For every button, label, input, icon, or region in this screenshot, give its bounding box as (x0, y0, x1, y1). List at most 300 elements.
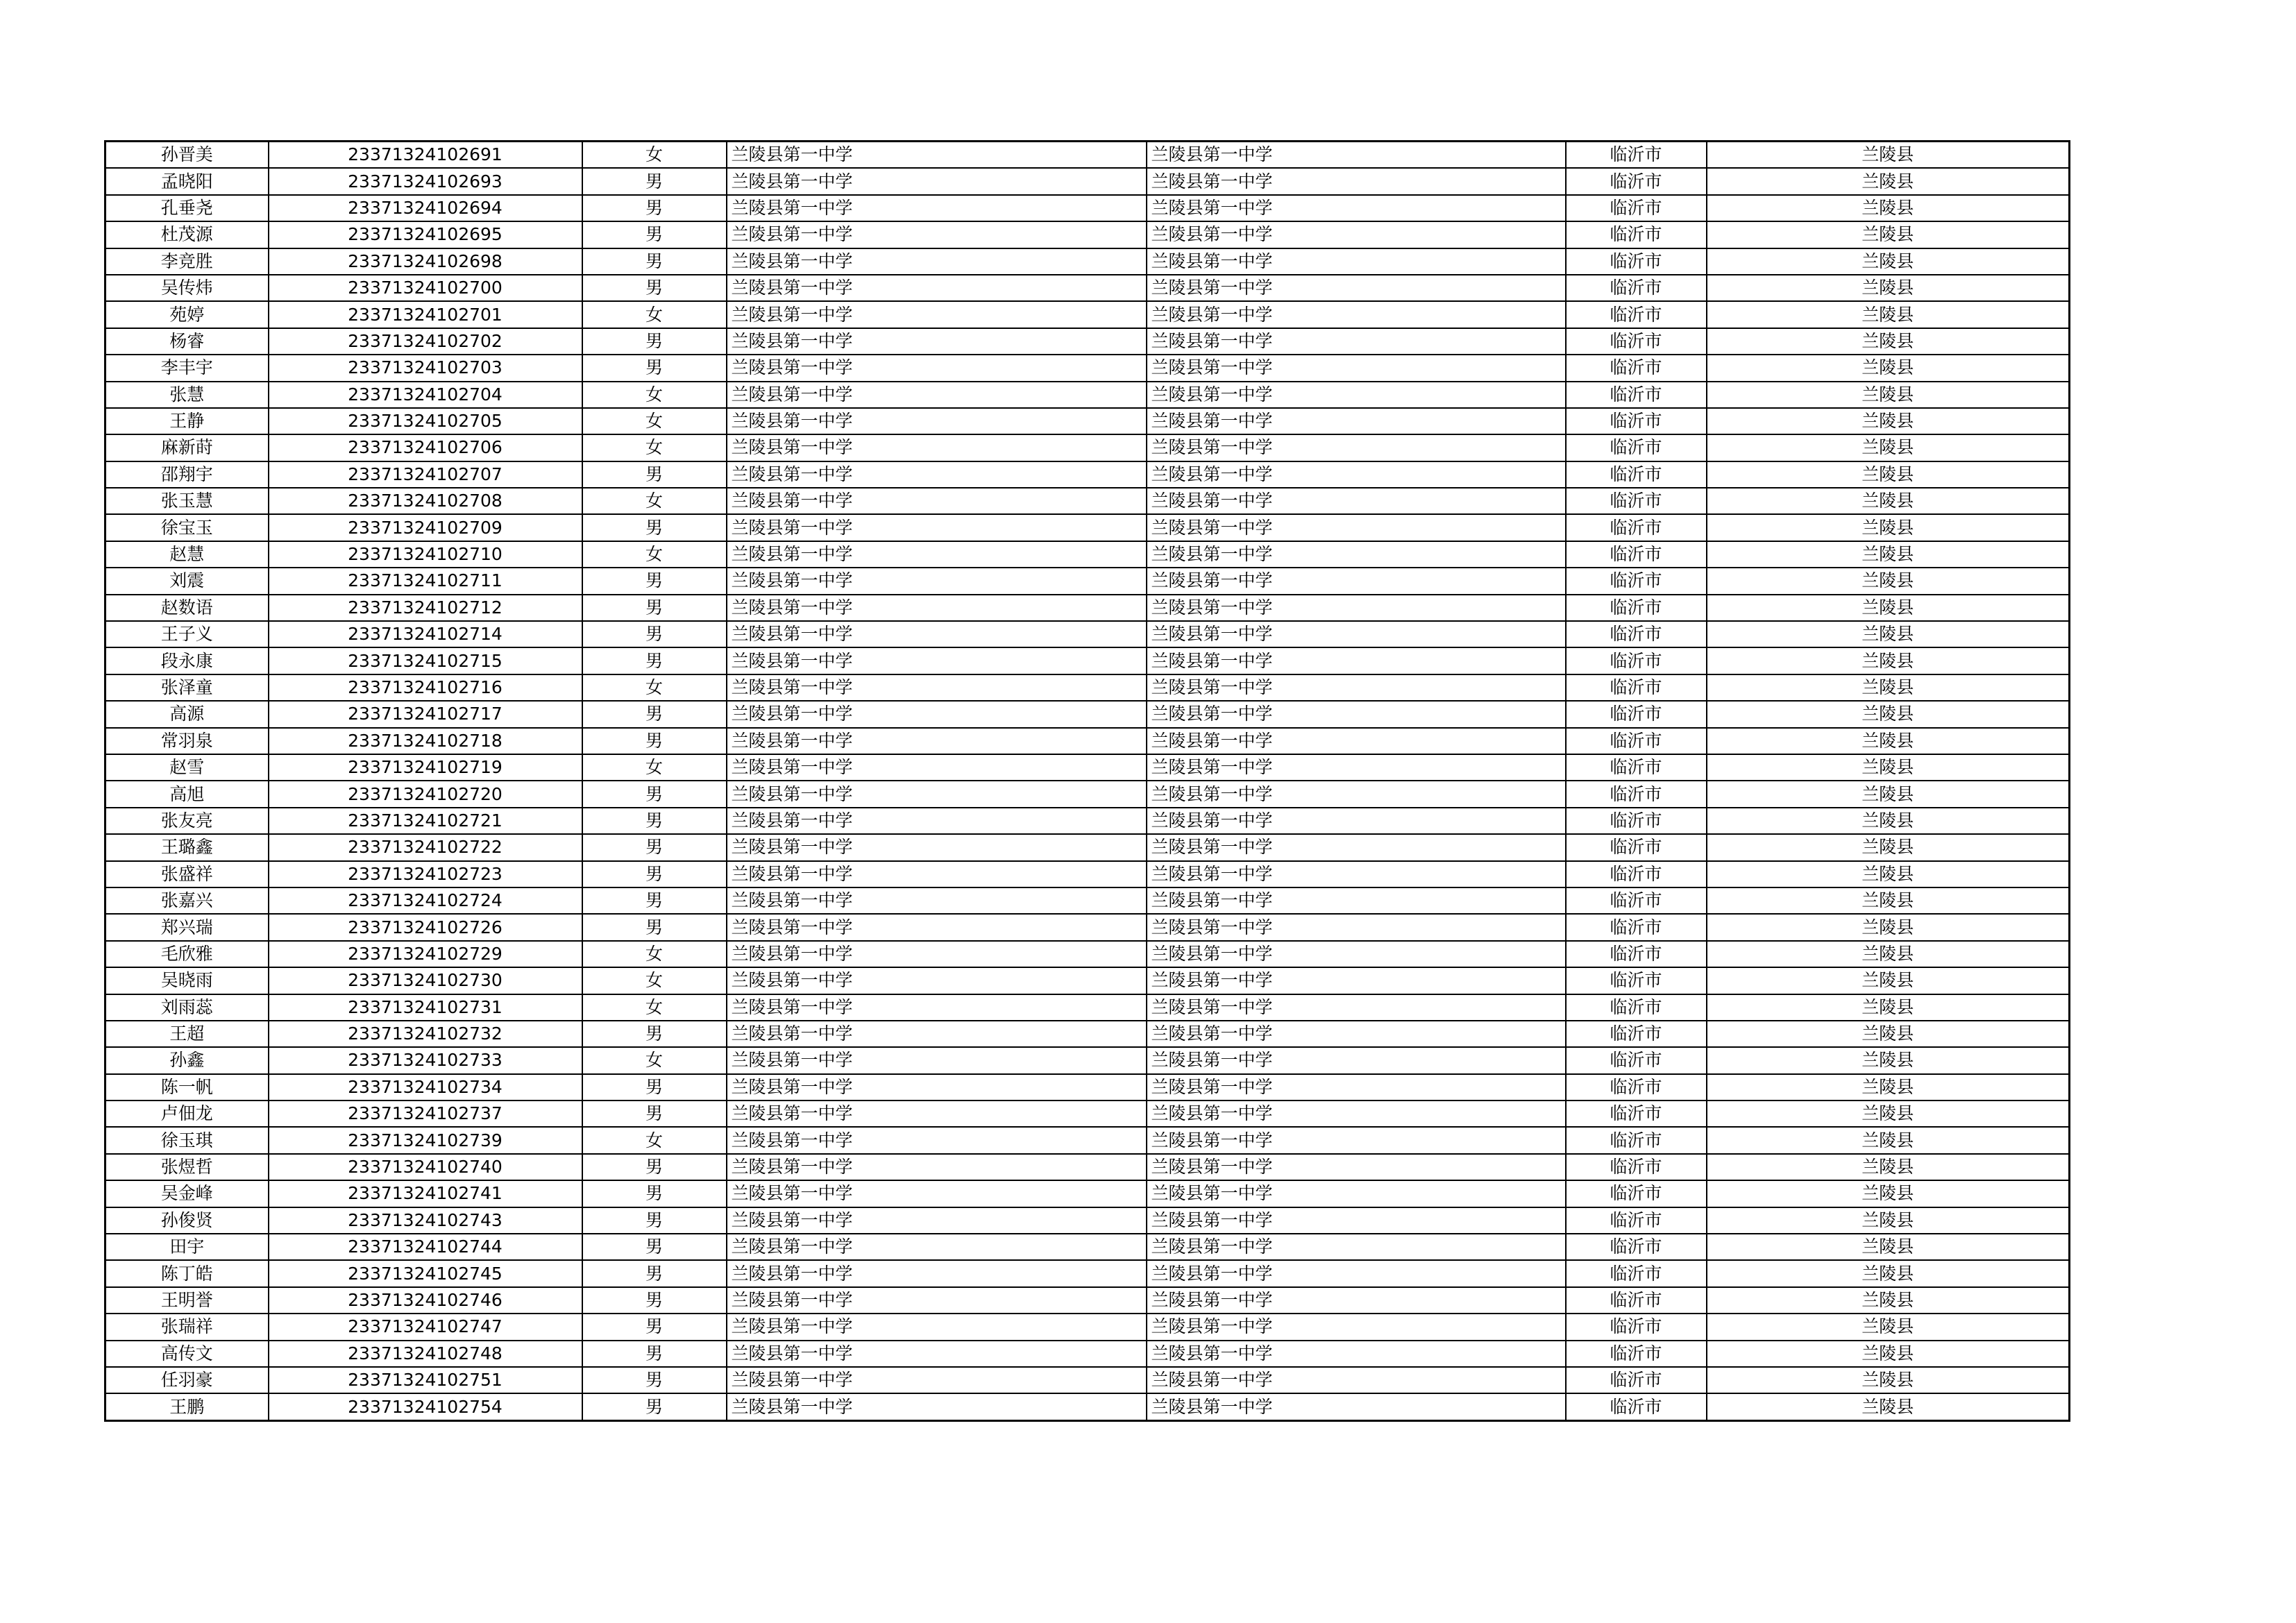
school-cell: 兰陵县第一中学 (727, 701, 1147, 727)
table-row (105, 328, 2070, 355)
table-row (105, 728, 2070, 754)
school-cell: 兰陵县第一中学 (727, 781, 1147, 807)
school-cell: 兰陵县第一中学 (727, 1393, 1147, 1420)
exam-id-cell: 23371324102710 (269, 541, 582, 568)
city-cell: 临沂市 (1566, 301, 1707, 328)
school-cell: 兰陵县第一中学 (727, 1341, 1147, 1367)
school-cell: 兰陵县第一中学 (727, 408, 1147, 434)
school-cell: 兰陵县第一中学 (727, 301, 1147, 328)
exam-id-cell: 23371324102748 (269, 1341, 582, 1367)
student-name-cell: 孙晋美 (105, 142, 269, 169)
school-cell: 兰陵县第一中学 (727, 1287, 1147, 1314)
school-cell: 兰陵县第一中学 (727, 461, 1147, 488)
table-row (105, 1074, 2070, 1101)
gender-cell: 男 (582, 1074, 727, 1101)
table-row (105, 1207, 2070, 1234)
county-cell: 兰陵县 (1707, 967, 2070, 994)
city-cell: 临沂市 (1566, 647, 1707, 674)
gender-cell: 男 (582, 701, 727, 727)
school-cell: 兰陵县第一中学 (727, 1127, 1147, 1153)
county-cell: 兰陵县 (1707, 1021, 2070, 1047)
student-name-cell: 张盛祥 (105, 861, 269, 887)
county-cell: 兰陵县 (1707, 674, 2070, 701)
school-cell: 兰陵县第一中学 (727, 488, 1147, 514)
student-name-cell: 张嘉兴 (105, 887, 269, 914)
city-cell: 临沂市 (1566, 195, 1707, 221)
student-name-cell: 刘震 (105, 568, 269, 594)
school-cell: 兰陵县第一中学 (727, 595, 1147, 621)
table-row (105, 514, 2070, 541)
exam-id-cell: 23371324102706 (269, 434, 582, 461)
table-row (105, 1314, 2070, 1340)
city-cell: 临沂市 (1566, 1180, 1707, 1207)
city-cell: 临沂市 (1566, 621, 1707, 647)
county-cell: 兰陵县 (1707, 754, 2070, 781)
student-name-cell: 苑婷 (105, 301, 269, 328)
gender-cell: 男 (582, 1101, 727, 1127)
student-name-cell: 吴传炜 (105, 275, 269, 301)
city-cell: 临沂市 (1566, 248, 1707, 275)
registered-school-cell: 兰陵县第一中学 (1147, 808, 1566, 834)
county-cell: 兰陵县 (1707, 221, 2070, 248)
school-cell: 兰陵县第一中学 (727, 1101, 1147, 1127)
city-cell: 临沂市 (1566, 461, 1707, 488)
registered-school-cell: 兰陵县第一中学 (1147, 1314, 1566, 1340)
city-cell: 临沂市 (1566, 142, 1707, 169)
school-cell: 兰陵县第一中学 (727, 1180, 1147, 1207)
registered-school-cell: 兰陵县第一中学 (1147, 914, 1566, 940)
gender-cell: 男 (582, 1367, 727, 1393)
county-cell: 兰陵县 (1707, 914, 2070, 940)
gender-cell: 男 (582, 461, 727, 488)
city-cell: 临沂市 (1566, 434, 1707, 461)
gender-cell: 男 (582, 355, 727, 381)
county-cell: 兰陵县 (1707, 541, 2070, 568)
exam-id-cell: 23371324102698 (269, 248, 582, 275)
table-row (105, 461, 2070, 488)
county-cell: 兰陵县 (1707, 941, 2070, 967)
registered-school-cell: 兰陵县第一中学 (1147, 434, 1566, 461)
student-name-cell: 常羽泉 (105, 728, 269, 754)
exam-id-cell: 23371324102746 (269, 1287, 582, 1314)
city-cell: 临沂市 (1566, 1127, 1707, 1153)
registered-school-cell: 兰陵县第一中学 (1147, 1207, 1566, 1234)
exam-id-cell: 23371324102703 (269, 355, 582, 381)
city-cell: 临沂市 (1566, 1047, 1707, 1073)
exam-id-cell: 23371324102691 (269, 142, 582, 169)
gender-cell: 男 (582, 861, 727, 887)
registered-school-cell: 兰陵县第一中学 (1147, 142, 1566, 169)
school-cell: 兰陵县第一中学 (727, 808, 1147, 834)
school-cell: 兰陵县第一中学 (727, 221, 1147, 248)
city-cell: 临沂市 (1566, 1314, 1707, 1340)
exam-id-cell: 23371324102695 (269, 221, 582, 248)
city-cell: 临沂市 (1566, 1207, 1707, 1234)
table-row (105, 861, 2070, 887)
city-cell: 临沂市 (1566, 967, 1707, 994)
table-row (105, 195, 2070, 221)
city-cell: 临沂市 (1566, 674, 1707, 701)
registered-school-cell: 兰陵县第一中学 (1147, 621, 1566, 647)
exam-id-cell: 23371324102708 (269, 488, 582, 514)
city-cell: 临沂市 (1566, 355, 1707, 381)
gender-cell: 女 (582, 541, 727, 568)
student-name-cell: 陈丁皓 (105, 1260, 269, 1286)
student-name-cell: 徐宝玉 (105, 514, 269, 541)
county-cell: 兰陵县 (1707, 355, 2070, 381)
student-name-cell: 吴金峰 (105, 1180, 269, 1207)
gender-cell: 女 (582, 941, 727, 967)
county-cell: 兰陵县 (1707, 1207, 2070, 1234)
gender-cell: 男 (582, 647, 727, 674)
county-cell: 兰陵县 (1707, 301, 2070, 328)
table-row (105, 1287, 2070, 1314)
registered-school-cell: 兰陵县第一中学 (1147, 408, 1566, 434)
city-cell: 临沂市 (1566, 1234, 1707, 1260)
gender-cell: 男 (582, 168, 727, 194)
table-row (105, 408, 2070, 434)
registered-school-cell: 兰陵县第一中学 (1147, 1180, 1566, 1207)
student-name-cell: 赵数语 (105, 595, 269, 621)
table-row (105, 434, 2070, 461)
registered-school-cell: 兰陵县第一中学 (1147, 514, 1566, 541)
table-row (105, 1154, 2070, 1180)
county-cell: 兰陵县 (1707, 728, 2070, 754)
table-row (105, 1127, 2070, 1153)
gender-cell: 男 (582, 248, 727, 275)
city-cell: 临沂市 (1566, 728, 1707, 754)
student-name-cell: 吴晓雨 (105, 967, 269, 994)
county-cell: 兰陵县 (1707, 994, 2070, 1021)
registered-school-cell: 兰陵县第一中学 (1147, 328, 1566, 355)
registered-school-cell: 兰陵县第一中学 (1147, 541, 1566, 568)
school-cell: 兰陵县第一中学 (727, 941, 1147, 967)
student-name-cell: 任羽豪 (105, 1367, 269, 1393)
gender-cell: 女 (582, 1047, 727, 1073)
table-row (105, 967, 2070, 994)
city-cell: 临沂市 (1566, 514, 1707, 541)
registered-school-cell: 兰陵县第一中学 (1147, 221, 1566, 248)
table-row (105, 1367, 2070, 1393)
gender-cell: 女 (582, 1127, 727, 1153)
student-name-cell: 段永康 (105, 647, 269, 674)
exam-id-cell: 23371324102717 (269, 701, 582, 727)
exam-id-cell: 23371324102741 (269, 1180, 582, 1207)
student-name-cell: 郑兴瑞 (105, 914, 269, 940)
city-cell: 临沂市 (1566, 275, 1707, 301)
table-row (105, 168, 2070, 194)
registered-school-cell: 兰陵县第一中学 (1147, 461, 1566, 488)
exam-id-cell: 23371324102732 (269, 1021, 582, 1047)
table-row (105, 1341, 2070, 1367)
county-cell: 兰陵县 (1707, 1154, 2070, 1180)
city-cell: 临沂市 (1566, 221, 1707, 248)
city-cell: 临沂市 (1566, 754, 1707, 781)
gender-cell: 男 (582, 275, 727, 301)
school-cell: 兰陵县第一中学 (727, 887, 1147, 914)
school-cell: 兰陵县第一中学 (727, 621, 1147, 647)
city-cell: 临沂市 (1566, 781, 1707, 807)
registered-school-cell: 兰陵县第一中学 (1147, 781, 1566, 807)
student-name-cell: 赵雪 (105, 754, 269, 781)
city-cell: 临沂市 (1566, 1341, 1707, 1367)
gender-cell: 女 (582, 408, 727, 434)
gender-cell: 男 (582, 1180, 727, 1207)
table-row (105, 595, 2070, 621)
county-cell: 兰陵县 (1707, 1234, 2070, 1260)
table-row (105, 834, 2070, 860)
registered-school-cell: 兰陵县第一中学 (1147, 701, 1566, 727)
county-cell: 兰陵县 (1707, 1393, 2070, 1420)
table-row (105, 568, 2070, 594)
registered-school-cell: 兰陵县第一中学 (1147, 168, 1566, 194)
registered-school-cell: 兰陵县第一中学 (1147, 355, 1566, 381)
school-cell: 兰陵县第一中学 (727, 514, 1147, 541)
registered-school-cell: 兰陵县第一中学 (1147, 728, 1566, 754)
table-row (105, 701, 2070, 727)
school-cell: 兰陵县第一中学 (727, 195, 1147, 221)
county-cell: 兰陵县 (1707, 808, 2070, 834)
table-row (105, 142, 2070, 169)
county-cell: 兰陵县 (1707, 248, 2070, 275)
exam-id-cell: 23371324102711 (269, 568, 582, 594)
student-name-cell: 张瑞祥 (105, 1314, 269, 1340)
school-cell: 兰陵县第一中学 (727, 541, 1147, 568)
student-name-cell: 高旭 (105, 781, 269, 807)
city-cell: 临沂市 (1566, 887, 1707, 914)
registered-school-cell: 兰陵县第一中学 (1147, 301, 1566, 328)
county-cell: 兰陵县 (1707, 781, 2070, 807)
school-cell: 兰陵县第一中学 (727, 754, 1147, 781)
county-cell: 兰陵县 (1707, 701, 2070, 727)
exam-id-cell: 23371324102737 (269, 1101, 582, 1127)
county-cell: 兰陵县 (1707, 168, 2070, 194)
county-cell: 兰陵县 (1707, 142, 2070, 169)
county-cell: 兰陵县 (1707, 1260, 2070, 1286)
exam-id-cell: 23371324102719 (269, 754, 582, 781)
school-cell: 兰陵县第一中学 (727, 568, 1147, 594)
registered-school-cell: 兰陵县第一中学 (1147, 488, 1566, 514)
table-row (105, 382, 2070, 408)
city-cell: 临沂市 (1566, 1154, 1707, 1180)
student-name-cell: 孙鑫 (105, 1047, 269, 1073)
student-name-cell: 杨睿 (105, 328, 269, 355)
student-name-cell: 王鹏 (105, 1393, 269, 1420)
table-row (105, 1260, 2070, 1286)
registered-school-cell: 兰陵县第一中学 (1147, 248, 1566, 275)
school-cell: 兰陵县第一中学 (727, 861, 1147, 887)
student-name-cell: 杜茂源 (105, 221, 269, 248)
gender-cell: 男 (582, 887, 727, 914)
exam-id-cell: 23371324102745 (269, 1260, 582, 1286)
exam-id-cell: 23371324102701 (269, 301, 582, 328)
school-cell: 兰陵县第一中学 (727, 1154, 1147, 1180)
exam-id-cell: 23371324102707 (269, 461, 582, 488)
gender-cell: 男 (582, 1314, 727, 1340)
school-cell: 兰陵县第一中学 (727, 1047, 1147, 1073)
school-cell: 兰陵县第一中学 (727, 1367, 1147, 1393)
exam-id-cell: 23371324102739 (269, 1127, 582, 1153)
table-row (105, 275, 2070, 301)
school-cell: 兰陵县第一中学 (727, 1074, 1147, 1101)
student-name-cell: 孔垂尧 (105, 195, 269, 221)
county-cell: 兰陵县 (1707, 1287, 2070, 1314)
table-row (105, 1021, 2070, 1047)
county-cell: 兰陵县 (1707, 382, 2070, 408)
city-cell: 临沂市 (1566, 1074, 1707, 1101)
exam-id-cell: 23371324102724 (269, 887, 582, 914)
city-cell: 临沂市 (1566, 541, 1707, 568)
student-name-cell: 高传文 (105, 1341, 269, 1367)
exam-id-cell: 23371324102747 (269, 1314, 582, 1340)
registered-school-cell: 兰陵县第一中学 (1147, 1393, 1566, 1420)
city-cell: 临沂市 (1566, 168, 1707, 194)
student-name-cell: 王静 (105, 408, 269, 434)
county-cell: 兰陵县 (1707, 514, 2070, 541)
exam-id-cell: 23371324102700 (269, 275, 582, 301)
county-cell: 兰陵县 (1707, 568, 2070, 594)
exam-id-cell: 23371324102709 (269, 514, 582, 541)
registered-school-cell: 兰陵县第一中学 (1147, 568, 1566, 594)
exam-id-cell: 23371324102733 (269, 1047, 582, 1073)
gender-cell: 男 (582, 514, 727, 541)
school-cell: 兰陵县第一中学 (727, 1234, 1147, 1260)
student-name-cell: 田宇 (105, 1234, 269, 1260)
school-cell: 兰陵县第一中学 (727, 967, 1147, 994)
registered-school-cell: 兰陵县第一中学 (1147, 861, 1566, 887)
exam-id-cell: 23371324102744 (269, 1234, 582, 1260)
exam-id-cell: 23371324102716 (269, 674, 582, 701)
gender-cell: 男 (582, 1287, 727, 1314)
school-cell: 兰陵县第一中学 (727, 674, 1147, 701)
table-row (105, 674, 2070, 701)
exam-id-cell: 23371324102721 (269, 808, 582, 834)
table-row (105, 808, 2070, 834)
table-row (105, 301, 2070, 328)
table-row (105, 941, 2070, 967)
student-name-cell: 徐玉琪 (105, 1127, 269, 1153)
student-name-cell: 王璐鑫 (105, 834, 269, 860)
county-cell: 兰陵县 (1707, 1127, 2070, 1153)
exam-id-cell: 23371324102705 (269, 408, 582, 434)
city-cell: 临沂市 (1566, 941, 1707, 967)
gender-cell: 女 (582, 488, 727, 514)
registered-school-cell: 兰陵县第一中学 (1147, 1074, 1566, 1101)
city-cell: 临沂市 (1566, 701, 1707, 727)
registered-school-cell: 兰陵县第一中学 (1147, 1127, 1566, 1153)
table-row (105, 621, 2070, 647)
student-name-cell: 王子义 (105, 621, 269, 647)
student-name-cell: 卢佃龙 (105, 1101, 269, 1127)
exam-id-cell: 23371324102723 (269, 861, 582, 887)
county-cell: 兰陵县 (1707, 647, 2070, 674)
registered-school-cell: 兰陵县第一中学 (1147, 1260, 1566, 1286)
exam-id-cell: 23371324102712 (269, 595, 582, 621)
student-name-cell: 张玉慧 (105, 488, 269, 514)
table-row (105, 1180, 2070, 1207)
student-name-cell: 孙俊贤 (105, 1207, 269, 1234)
county-cell: 兰陵县 (1707, 275, 2070, 301)
city-cell: 临沂市 (1566, 595, 1707, 621)
exam-id-cell: 23371324102726 (269, 914, 582, 940)
exam-id-cell: 23371324102754 (269, 1393, 582, 1420)
student-name-cell: 张泽童 (105, 674, 269, 701)
student-name-cell: 张友亮 (105, 808, 269, 834)
registered-school-cell: 兰陵县第一中学 (1147, 1341, 1566, 1367)
registered-school-cell: 兰陵县第一中学 (1147, 834, 1566, 860)
table-row (105, 488, 2070, 514)
student-name-cell: 张煜哲 (105, 1154, 269, 1180)
county-cell: 兰陵县 (1707, 1074, 2070, 1101)
county-cell: 兰陵县 (1707, 1341, 2070, 1367)
city-cell: 临沂市 (1566, 488, 1707, 514)
registered-school-cell: 兰陵县第一中学 (1147, 1287, 1566, 1314)
exam-id-cell: 23371324102731 (269, 994, 582, 1021)
gender-cell: 男 (582, 1341, 727, 1367)
gender-cell: 女 (582, 994, 727, 1021)
registered-school-cell: 兰陵县第一中学 (1147, 275, 1566, 301)
registered-school-cell: 兰陵县第一中学 (1147, 1234, 1566, 1260)
county-cell: 兰陵县 (1707, 621, 2070, 647)
gender-cell: 女 (582, 754, 727, 781)
gender-cell: 男 (582, 595, 727, 621)
school-cell: 兰陵县第一中学 (727, 914, 1147, 940)
exam-id-cell: 23371324102694 (269, 195, 582, 221)
gender-cell: 男 (582, 1393, 727, 1420)
city-cell: 临沂市 (1566, 1367, 1707, 1393)
gender-cell: 女 (582, 967, 727, 994)
county-cell: 兰陵县 (1707, 461, 2070, 488)
county-cell: 兰陵县 (1707, 1101, 2070, 1127)
table-row (105, 541, 2070, 568)
student-name-cell: 陈一帆 (105, 1074, 269, 1101)
exam-id-cell: 23371324102734 (269, 1074, 582, 1101)
student-name-cell: 孟晓阳 (105, 168, 269, 194)
registered-school-cell: 兰陵县第一中学 (1147, 1154, 1566, 1180)
exam-id-cell: 23371324102740 (269, 1154, 582, 1180)
table-row (105, 355, 2070, 381)
city-cell: 临沂市 (1566, 568, 1707, 594)
city-cell: 临沂市 (1566, 1393, 1707, 1420)
city-cell: 临沂市 (1566, 382, 1707, 408)
gender-cell: 男 (582, 1260, 727, 1286)
county-cell: 兰陵县 (1707, 861, 2070, 887)
student-name-cell: 高源 (105, 701, 269, 727)
registered-school-cell: 兰陵县第一中学 (1147, 967, 1566, 994)
school-cell: 兰陵县第一中学 (727, 355, 1147, 381)
exam-id-cell: 23371324102702 (269, 328, 582, 355)
gender-cell: 男 (582, 914, 727, 940)
school-cell: 兰陵县第一中学 (727, 434, 1147, 461)
school-cell: 兰陵县第一中学 (727, 1021, 1147, 1047)
school-cell: 兰陵县第一中学 (727, 1314, 1147, 1340)
student-name-cell: 王超 (105, 1021, 269, 1047)
gender-cell: 女 (582, 382, 727, 408)
city-cell: 临沂市 (1566, 914, 1707, 940)
school-cell: 兰陵县第一中学 (727, 142, 1147, 169)
county-cell: 兰陵县 (1707, 328, 2070, 355)
city-cell: 临沂市 (1566, 808, 1707, 834)
table-row (105, 781, 2070, 807)
registered-school-cell: 兰陵县第一中学 (1147, 887, 1566, 914)
county-cell: 兰陵县 (1707, 1367, 2070, 1393)
city-cell: 临沂市 (1566, 408, 1707, 434)
city-cell: 临沂市 (1566, 1260, 1707, 1286)
county-cell: 兰陵县 (1707, 1047, 2070, 1073)
registered-school-cell: 兰陵县第一中学 (1147, 941, 1566, 967)
table-row (105, 1234, 2070, 1260)
registered-school-cell: 兰陵县第一中学 (1147, 1101, 1566, 1127)
